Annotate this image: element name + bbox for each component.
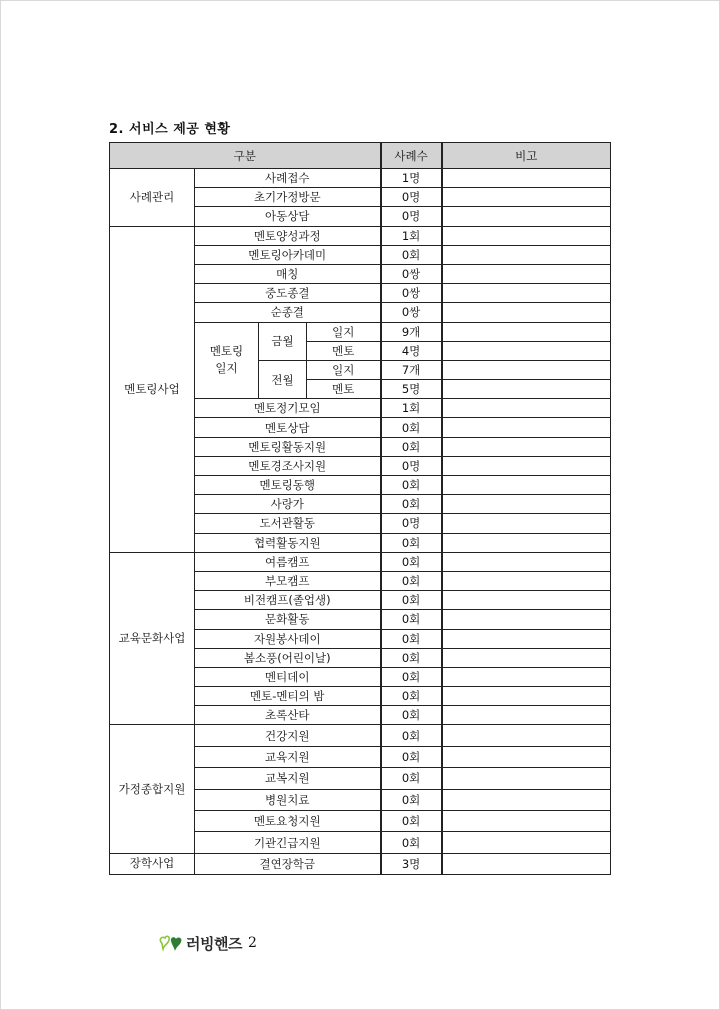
item-label: 멘토상담 xyxy=(195,418,381,437)
table-row xyxy=(110,853,611,874)
item-count: 0회 xyxy=(381,746,442,767)
item-label: 협력활동지원 xyxy=(195,533,381,552)
item-note xyxy=(442,853,611,874)
group-scholarship: 장학사업 xyxy=(110,853,195,874)
item-note xyxy=(442,437,611,456)
item-note xyxy=(442,667,611,686)
item-label: 기관긴급지원 xyxy=(195,832,381,853)
item-count: 1명 xyxy=(381,169,442,188)
item-count: 0회 xyxy=(381,533,442,552)
item-label: 멘토정기모임 xyxy=(195,399,381,418)
item-note xyxy=(442,303,611,322)
footer xyxy=(158,932,257,954)
this-month-label: 금월 xyxy=(259,322,307,360)
item-count: 0회 xyxy=(381,706,442,725)
item-note xyxy=(442,533,611,552)
item-count: 0회 xyxy=(381,725,442,746)
item-note xyxy=(442,610,611,629)
item-count: 0명 xyxy=(381,207,442,226)
group-education: 교육문화사업 xyxy=(110,552,195,725)
item-note xyxy=(442,648,611,667)
table-row xyxy=(110,169,611,188)
group-mentoring: 멘토링사업 xyxy=(110,226,195,552)
last-month-label: 전월 xyxy=(259,360,307,398)
item-note xyxy=(442,245,611,264)
item-label: 중도종결 xyxy=(195,284,381,303)
item-note xyxy=(442,284,611,303)
item-count: 0회 xyxy=(381,768,442,789)
item-count: 0회 xyxy=(381,245,442,264)
header-category: 구분 xyxy=(110,143,381,169)
table-row xyxy=(110,552,611,571)
item-note xyxy=(442,591,611,610)
item-label: 초록산타 xyxy=(195,706,381,725)
item-note xyxy=(442,725,611,746)
item-count: 0회 xyxy=(381,610,442,629)
item-note xyxy=(442,188,611,207)
item-count: 0회 xyxy=(381,789,442,810)
item-label: 비전캠프(졸업생) xyxy=(195,591,381,610)
item-label: 건강지원 xyxy=(195,725,381,746)
page-number: 2 xyxy=(247,935,257,951)
journal-label-line1: 멘토링 xyxy=(209,344,244,359)
journal-label-line2: 일지 xyxy=(215,361,238,376)
item-count: 0회 xyxy=(381,495,442,514)
item-note xyxy=(442,226,611,245)
item-count: 0쌍 xyxy=(381,303,442,322)
journal-type: 일지 xyxy=(307,360,381,379)
item-label: 멘티데이 xyxy=(195,667,381,686)
group-case-management: 사례관리 xyxy=(110,169,195,227)
item-note xyxy=(442,811,611,832)
item-label: 도서관활동 xyxy=(195,514,381,533)
item-label: 봄소풍(어린이날) xyxy=(195,648,381,667)
item-count: 0회 xyxy=(381,418,442,437)
item-count: 0명 xyxy=(381,456,442,475)
item-label: 자원봉사데이 xyxy=(195,629,381,648)
item-label: 문화활동 xyxy=(195,610,381,629)
item-note xyxy=(442,476,611,495)
item-label: 교육지원 xyxy=(195,746,381,767)
item-count: 0회 xyxy=(381,591,442,610)
item-count: 1회 xyxy=(381,399,442,418)
item-label: 결연장학금 xyxy=(195,853,381,874)
header-count: 사례수 xyxy=(381,143,442,169)
journal-type: 멘토 xyxy=(307,380,381,399)
item-label: 여름캠프 xyxy=(195,552,381,571)
item-count: 4명 xyxy=(381,341,442,360)
item-label: 멘토경조사지원 xyxy=(195,456,381,475)
item-note xyxy=(442,629,611,648)
loving-hands-logo-icon xyxy=(158,933,184,953)
item-count: 0회 xyxy=(381,687,442,706)
item-label: 초기가정방문 xyxy=(195,188,381,207)
table-row xyxy=(110,725,611,746)
item-note xyxy=(442,418,611,437)
item-note xyxy=(442,571,611,590)
item-count: 3명 xyxy=(381,853,442,874)
item-count: 0쌍 xyxy=(381,284,442,303)
item-note xyxy=(442,768,611,789)
item-label: 사례접수 xyxy=(195,169,381,188)
item-note xyxy=(442,514,611,533)
item-label: 아동상담 xyxy=(195,207,381,226)
item-count: 0명 xyxy=(381,514,442,533)
item-label: 멘토링활동지원 xyxy=(195,437,381,456)
item-label: 멘토링동행 xyxy=(195,476,381,495)
item-label: 멘토양성과정 xyxy=(195,226,381,245)
item-label: 부모캠프 xyxy=(195,571,381,590)
item-note xyxy=(442,706,611,725)
item-note xyxy=(442,264,611,283)
item-note xyxy=(442,360,611,379)
item-note xyxy=(442,399,611,418)
item-note xyxy=(442,687,611,706)
item-label: 매칭 xyxy=(195,264,381,283)
logo-text: 러빙핸즈 xyxy=(186,934,242,953)
journal-type: 멘토 xyxy=(307,341,381,360)
table-header-row xyxy=(110,143,611,169)
item-label: 멘토요청지원 xyxy=(195,811,381,832)
item-note xyxy=(442,746,611,767)
item-label: 멘토링아카데미 xyxy=(195,245,381,264)
item-count: 0회 xyxy=(381,552,442,571)
item-note xyxy=(442,456,611,475)
item-count: 0회 xyxy=(381,476,442,495)
item-count: 0명 xyxy=(381,188,442,207)
item-count: 0회 xyxy=(381,811,442,832)
header-note: 비고 xyxy=(442,143,611,169)
group-family-support: 가정종합지원 xyxy=(110,725,195,853)
item-count: 1회 xyxy=(381,226,442,245)
item-count: 0쌍 xyxy=(381,264,442,283)
item-label: 순종결 xyxy=(195,303,381,322)
item-count: 9개 xyxy=(381,322,442,341)
journal-label xyxy=(195,322,259,399)
item-note xyxy=(442,495,611,514)
item-count: 5명 xyxy=(381,380,442,399)
item-count: 0회 xyxy=(381,832,442,853)
service-status-table xyxy=(109,142,611,875)
journal-type: 일지 xyxy=(307,322,381,341)
item-label: 멘토-멘티의 밤 xyxy=(195,687,381,706)
item-note xyxy=(442,789,611,810)
item-count: 0회 xyxy=(381,437,442,456)
item-note xyxy=(442,832,611,853)
item-note xyxy=(442,380,611,399)
section-title: 2. 서비스 제공 현황 xyxy=(109,122,231,137)
item-count: 0회 xyxy=(381,629,442,648)
item-label: 교복지원 xyxy=(195,768,381,789)
item-count: 0회 xyxy=(381,648,442,667)
item-count: 0회 xyxy=(381,667,442,686)
table-row xyxy=(110,226,611,245)
item-note xyxy=(442,552,611,571)
item-count: 7개 xyxy=(381,360,442,379)
item-label: 병원치료 xyxy=(195,789,381,810)
item-note xyxy=(442,322,611,341)
item-note xyxy=(442,169,611,188)
item-count: 0회 xyxy=(381,571,442,590)
item-label: 사랑가 xyxy=(195,495,381,514)
item-note xyxy=(442,207,611,226)
item-note xyxy=(442,341,611,360)
